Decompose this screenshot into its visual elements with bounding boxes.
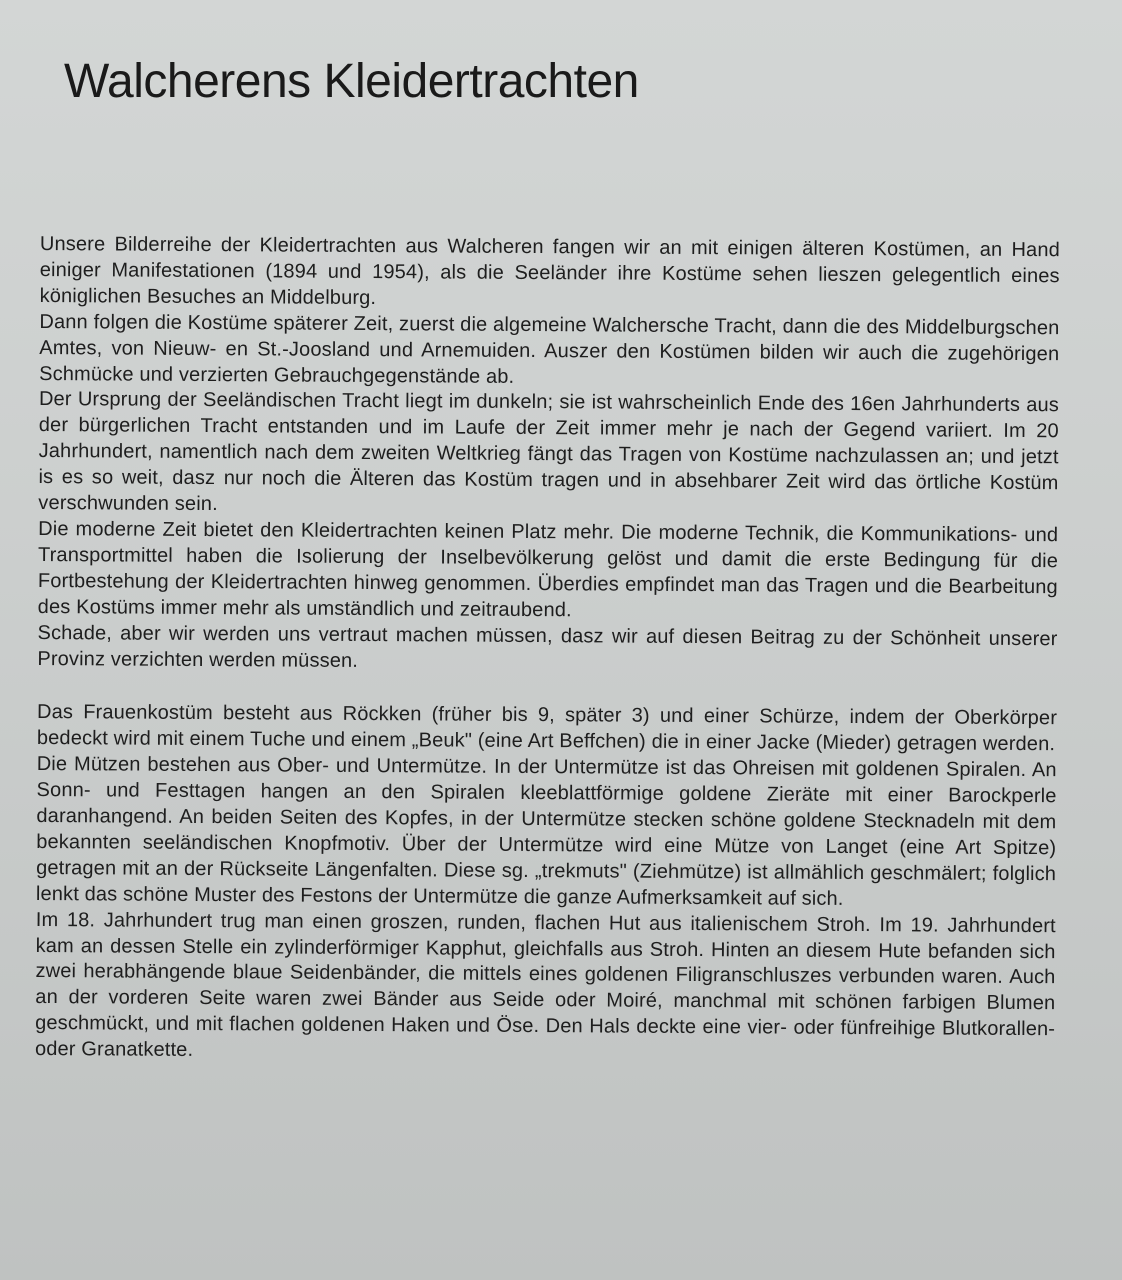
- paragraph-hats: Im 18. Jahrhundert trug man einen groszen, runden, flachen Hut aus italienischem Stroh. Im 19. Jahrhundert kam an dessen Stelle ein zylinderförmiger Kapphut, gleichfalls aus Stroh. Hinten an diesem Hute befanden sich zwei herabhängende blaue Seidenbänder, die mittels eines goldenen Filigranschluszes verbunden waren. Auch an der vorderen Seite waren zwei Bänder aus Seide oder Moiré, manchmal mit schönen farbigen Blumen geschmückt, und mit flachen goldenen Haken und Öse. Den Hals deckte eine vier- oder fünfreihige Blutkorallen- oder Granatkette.: [34, 908, 1056, 1062]
- costume-description-section: [35, 700, 1057, 1069]
- paragraph-womens-costume: Das Frauenkostüm besteht aus Röckken (früher bis 9, später 3) und einer Schürze, indem der Oberkörper bedeckt wird mit einem Tuche und einem „Beuk" (eine Art Beffchen) die in einer Jacke (Mieder) getragen werden.: [36, 701, 1058, 756]
- body-text: [35, 232, 1060, 1069]
- paragraph-modern-times: Die moderne Zeit bietet den Kleidertrachten keinen Platz mehr. Die moderne Technik, die Kommunikations- und Transportmittel haben die Isolierung der Inselbevölkerung gelöst und damit die erste Bedingung für die Fortbestehung der Kleidertrachten hinweg genommen. Überdies empfindet man das Tragen und die Bearbeitung des Kostüms immer mehr als umständlich und zeitraubend.: [37, 517, 1059, 621]
- page-title: Walcherens Kleidertrachten: [64, 55, 639, 108]
- paragraph-costumes: Dann folgen die Kostüme späterer Zeit, zuerst die algemeine Walchersche Tracht, dann die des Middelburgschen Amtes, von Nieuw- en St.-Joosland und Arnemuiden. Auszer den Kostümen bilden wir auch die zugehörigen Schmücke und verzierten Gebrauchgegenstände ab.: [39, 310, 1060, 388]
- paragraph-intro: Unsere Bilderreihe der Kleidertrachten aus Walcheren fangen wir an mit einigen älteren Kostümen, an Hand einiger Manifestationen (1894 und 1954), als die Seeländer ihre Kostüme sehen lieszen gelegentlich eines königlichen Besuches an Middelburg.: [39, 232, 1060, 309]
- paragraph-caps: Die Mützen bestehen aus Ober- und Untermütze. In der Untermütze ist das Ohreisen mit goldenen Spiralen. An Sonn- und Festtagen hangen an den Spiralen kleeblattförmige goldene Zieräte mit einer Barockperle daranhangend. An beiden Seiten des Kopfes, in der Untermütze stecken schöne goldene Stecknadeln mit dem bekannten seeländischen Knopfmotiv. Über der Untermütze wird eine Mütze von Langet (eine Art Spitze) getragen mit an der Rückseite Längenfalten. Diese sg. „trekmuts" (Ziehmütze) ist allmählich geschmälert; folglich lenkt das schöne Muster des Festons der Untermütze die ganze Aufmerksamkeit auf sich.: [35, 753, 1057, 910]
- paragraph-origin: Der Ursprung der Seeländischen Tracht liegt im dunkeln; sie ist wahrscheinlich Ende des 16en Jahrhunderts aus der bürgerlichen Tracht entstanden und im Laufe der Zeit immer mehr je nach der Gegend variiert. Im 20 Jahrhundert, namentlich nach dem zweiten Weltkrieg fängt das Tragen von Kostüme nachzulassen an; und jetzt is es so weit, dasz nur noch die Älteren das Kostüm tragen und in absehbarer Zeit wird das örtliche Kostüm verschwunden sein.: [38, 388, 1060, 516]
- paragraph-regret: Schade, aber wir werden uns vertraut machen müssen, dasz wir auf diesen Beitrag zu der Schönheit unserer Provinz verzichten werden müssen.: [37, 621, 1058, 672]
- intro-section: [37, 232, 1060, 679]
